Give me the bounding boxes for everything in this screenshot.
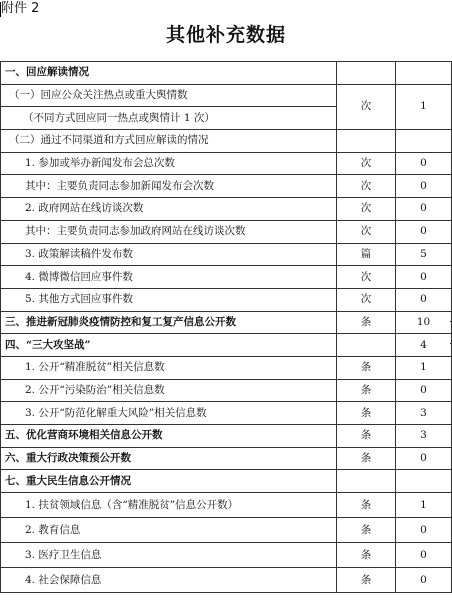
row-label: 2. 公开“污染防治”相关信息数 (1, 379, 337, 402)
row-label: 1. 参加或举办新闻发布会总次数 (1, 152, 337, 175)
table-row (1, 543, 452, 568)
unit-cell: 次 (337, 152, 396, 175)
section-heading: 一、回应解读情况 (1, 62, 337, 85)
table-row (1, 198, 452, 221)
table-row (1, 311, 452, 334)
unit-cell: 次 (337, 198, 396, 221)
value-cell: 0 (396, 198, 452, 221)
table-row (1, 493, 452, 518)
value-cell: 0 (396, 518, 452, 543)
table-row (1, 402, 452, 425)
unit-cell: 条 (337, 356, 396, 379)
value-cell (396, 62, 452, 85)
table-row (1, 470, 452, 493)
value-cell: 10 (396, 311, 452, 334)
attachment-label: 附件 2 (1, 1, 40, 16)
table-row (1, 266, 452, 289)
unit-cell (337, 470, 396, 493)
value-cell: 0 (396, 266, 452, 289)
row-label: 其中：主要负责同志参加新闻发布会次数 (1, 175, 337, 198)
value-cell: 1 (396, 356, 452, 379)
value-cell: 1 (396, 493, 452, 518)
value-cell: 0 (396, 288, 452, 311)
value-cell: 0 (396, 175, 452, 198)
value-cell: 0 (396, 220, 452, 243)
unit-cell: 篇 (337, 243, 396, 266)
row-label: 3. 公开“防范化解重大风险”相关信息数 (1, 402, 337, 425)
unit-cell (337, 130, 396, 153)
unit-cell: 次 (337, 220, 396, 243)
table-row (1, 243, 452, 266)
unit-cell (337, 62, 396, 85)
row-label: 其中：主要负责同志参加政府网站在线访谈次数 (1, 220, 337, 243)
value-cell: 0 (396, 568, 452, 593)
unit-cell: 条 (337, 311, 396, 334)
row-label: 2. 政府网站在线访谈次数 (1, 198, 337, 221)
value-cell: 1 (396, 84, 452, 129)
table-row (1, 356, 452, 379)
section-heading: 三、推进新冠肺炎疫情防控和复工复产信息公开数 (1, 311, 337, 334)
row-label: 1. 公开“精准脱贫”相关信息数 (1, 356, 337, 379)
unit-cell: 次 (337, 288, 396, 311)
unit-cell: 条 (337, 518, 396, 543)
value-cell: 3 (396, 425, 452, 448)
section-heading: 七、重大民生信息公开情况 (1, 470, 337, 493)
table-row (1, 84, 452, 107)
row-label: 2. 教育信息 (1, 518, 337, 543)
unit-cell: 次 (337, 84, 396, 129)
section-heading: 五、优化营商环境相关信息公开数 (1, 425, 337, 448)
value-cell: 4 (396, 334, 452, 357)
row-label: 5. 其他方式回应事件数 (1, 288, 337, 311)
row-label: 4. 社会保障信息 (1, 568, 337, 593)
page-title: 其他补充数据 (165, 24, 286, 46)
row-label: （一）回应公众关注热点或重大舆情数 (1, 84, 337, 107)
row-label: 3. 医疗卫生信息 (1, 543, 337, 568)
value-cell: 5 (396, 243, 452, 266)
value-cell (396, 130, 452, 153)
row-label: 4. 微博微信回应事件数 (1, 266, 337, 289)
row-label: 1. 扶贫领域信息（含“精准脱贫”信息公开数） (1, 493, 337, 518)
section-heading: 六、重大行政决策预公开数 (1, 447, 337, 470)
unit-cell: 条 (337, 379, 396, 402)
value-cell: 0 (396, 543, 452, 568)
table-row (1, 62, 452, 85)
value-cell: 0 (396, 447, 452, 470)
unit-cell: 条 (337, 568, 396, 593)
table-row (1, 130, 452, 153)
section-heading: 四、“三大攻坚战” (1, 334, 337, 357)
table-row (1, 425, 452, 448)
value-cell: 0 (396, 379, 452, 402)
unit-cell: 条 (337, 543, 396, 568)
table-row (1, 447, 452, 470)
unit-cell: 条 (337, 493, 396, 518)
table-row (1, 518, 452, 543)
unit-cell: 次 (337, 175, 396, 198)
row-label: 3. 政策解读稿件发布数 (1, 243, 337, 266)
unit-cell: 条 (337, 425, 396, 448)
unit-cell: 条 (337, 402, 396, 425)
supplementary-data-table (0, 61, 452, 593)
table-row (1, 220, 452, 243)
table-row (1, 288, 452, 311)
unit-cell (337, 334, 396, 357)
table-row (1, 334, 452, 357)
table-row (1, 568, 452, 593)
table-row (1, 379, 452, 402)
table-row (1, 152, 452, 175)
value-cell (396, 470, 452, 493)
unit-cell: 条 (337, 447, 396, 470)
table-row (1, 175, 452, 198)
value-cell: 3 (396, 402, 452, 425)
unit-cell: 次 (337, 266, 396, 289)
value-cell: 0 (396, 152, 452, 175)
row-note: （不同方式回应同一热点或舆情计 1 次） (1, 107, 337, 130)
row-label: （二）通过不同渠道和方式回应解读的情况 (1, 130, 337, 153)
